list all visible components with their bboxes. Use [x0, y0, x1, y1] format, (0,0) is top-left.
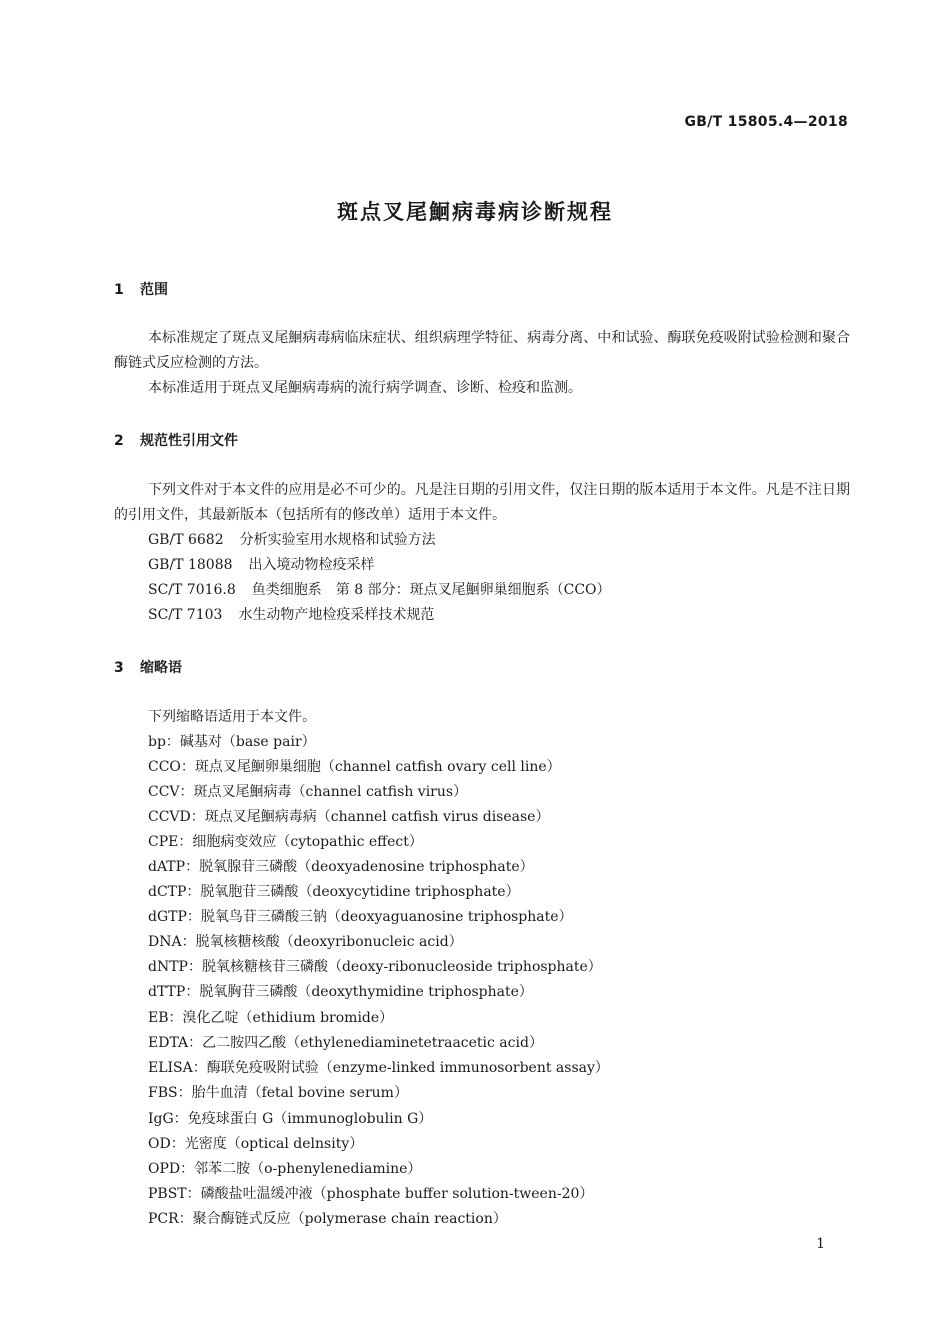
abbreviation-item: dATP：脱氧腺苷三磷酸（deoxyadenosine triphosphate） — [148, 859, 534, 875]
section-title: 缩略语 — [140, 660, 182, 676]
standard-code: GB/T 15805.4—2018 — [684, 114, 848, 130]
reference-item — [148, 578, 611, 603]
abbreviation-item: CCVD：斑点叉尾鮰病毒病（channel catfish virus disease） — [148, 809, 550, 825]
abbreviation-item: ELISA：酶联免疫吸附试验（enzyme-linked immunosorbent assay） — [148, 1060, 609, 1076]
section-3-heading — [114, 657, 182, 677]
section-1-heading — [114, 279, 168, 299]
abbreviation-item: IgG：免疫球蛋白 G（immunoglobulin G） — [148, 1111, 433, 1127]
abbreviation-item: dGTP：脱氧鸟苷三磷酸三钠（deoxyaguanosine triphosphate） — [148, 909, 573, 925]
abbreviation-item: CCO：斑点叉尾鮰卵巢细胞（channel catfish ovary cell line） — [148, 759, 561, 775]
document-title: 斑点叉尾鮰病毒病诊断规程 — [337, 200, 613, 224]
reference-item — [148, 603, 434, 628]
abbreviation-item: PBST：磷酸盐吐温缓冲液（phosphate buffer solution-tween-20） — [148, 1186, 594, 1202]
abbreviation-item: FBS：胎牛血清（fetal bovine serum） — [148, 1085, 408, 1101]
section-1-paragraph-2: 本标准适用于斑点叉尾鮰病毒病的流行病学调查、诊断、检疫和监测。 — [148, 380, 582, 396]
reference-code: SC/T 7016.8 — [148, 582, 236, 598]
abbreviation-item: DNA：脱氧核糖核酸（deoxyribonucleic acid） — [148, 934, 463, 950]
abbreviation-item: dCTP：脱氧胞苷三磷酸（deoxycytidine triphosphate） — [148, 884, 520, 900]
abbreviation-item: PCR：聚合酶链式反应（polymerase chain reaction） — [148, 1211, 507, 1227]
abbreviation-item: dNTP：脱氧核糖核苷三磷酸（deoxy-ribonucleoside triphosphate） — [148, 959, 602, 975]
reference-title: 出入境动物检疫采样 — [248, 557, 375, 573]
abbreviation-item: OPD：邻苯二胺（o-phenylenediamine） — [148, 1161, 422, 1177]
section-2-paragraph-1: 下列文件对于本文件的应用是必不可少的。凡是注日期的引用文件，仅注日期的版本适用于本文件。凡是不注日期的引用文件，其最新版本（包括所有的修改单）适用于本文件。 — [114, 482, 850, 523]
abbreviation-item: CPE：细胞病变效应（cytopathic effect） — [148, 834, 423, 850]
section-number: 3 — [114, 660, 124, 676]
abbreviation-item: OD：光密度（optical delnsity） — [148, 1136, 364, 1152]
reference-item — [148, 553, 375, 578]
reference-code: GB/T 18088 — [148, 557, 233, 573]
page-number: 1 — [816, 1236, 825, 1252]
section-number: 2 — [114, 433, 124, 449]
section-1-paragraph-1: 本标准规定了斑点叉尾鮰病毒病临床症状、组织病理学特征、病毒分离、中和试验、酶联免疫吸附试验检测和聚合酶链式反应检测的方法。 — [114, 330, 850, 371]
abbreviation-item: EDTA：乙二胺四乙酸（ethylenediaminetetraacetic acid） — [148, 1035, 543, 1051]
section-number: 1 — [114, 282, 124, 298]
reference-title: 鱼类细胞系 第 8 部分：斑点叉尾鮰卵巢细胞系（CCO） — [251, 582, 611, 598]
section-title: 规范性引用文件 — [140, 433, 238, 449]
abbreviation-item: dTTP：脱氧胸苷三磷酸（deoxythymidine triphosphate） — [148, 984, 533, 1000]
section-2-heading — [114, 430, 238, 450]
reference-title: 分析实验室用水规格和试验方法 — [239, 532, 436, 548]
reference-item — [148, 528, 436, 553]
reference-code: SC/T 7103 — [148, 607, 223, 623]
reference-code: GB/T 6682 — [148, 532, 224, 548]
abbreviation-item: CCV：斑点叉尾鮰病毒（channel catfish virus） — [148, 784, 468, 800]
abbreviation-item: EB：溴化乙啶（ethidium bromide） — [148, 1010, 394, 1026]
section-title: 范围 — [140, 282, 168, 298]
abbreviation-item: bp：碱基对（base pair） — [148, 734, 316, 750]
reference-title: 水生动物产地检疫采样技术规范 — [238, 607, 435, 623]
section-3-intro: 下列缩略语适用于本文件。 — [148, 709, 316, 725]
